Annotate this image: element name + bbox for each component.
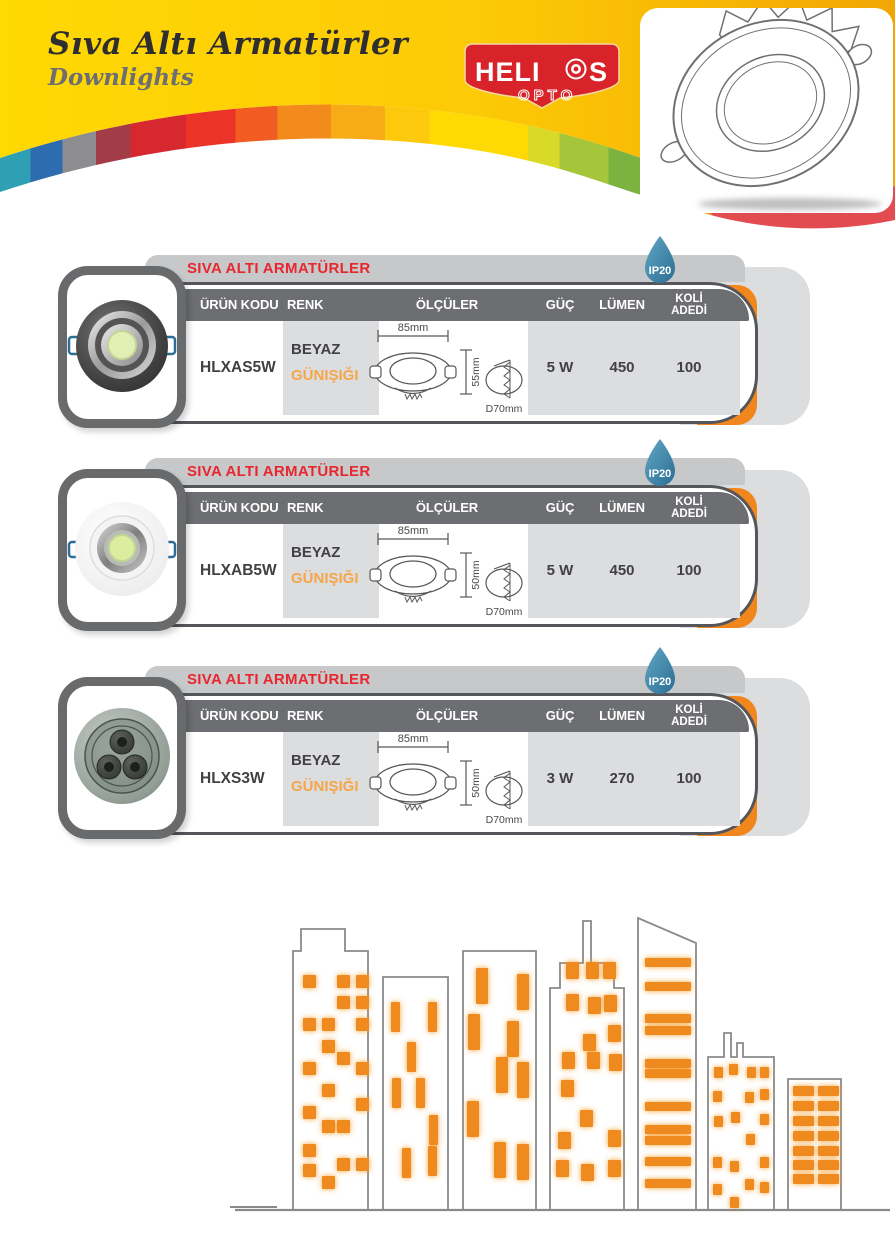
height-dimension-label: 55mm	[470, 357, 482, 387]
lit-window	[645, 1026, 691, 1035]
building-3	[463, 951, 536, 1210]
power-value: 5 W	[546, 562, 574, 579]
lit-window	[818, 1131, 839, 1141]
box-qty-value: 100	[676, 359, 702, 376]
product-card-HLXS3W	[0, 666, 895, 848]
lit-window	[356, 996, 369, 1009]
lit-window	[645, 1157, 691, 1166]
lit-window	[760, 1067, 769, 1078]
dimension-diagram	[363, 320, 533, 418]
lit-window	[793, 1131, 814, 1141]
lit-window	[356, 975, 369, 988]
lit-window	[337, 1158, 350, 1171]
product-card-HLXAS5W	[0, 255, 895, 437]
dimension-diagram	[363, 523, 533, 621]
lit-window	[507, 1021, 519, 1057]
lit-window	[467, 1101, 479, 1137]
column-header-color: RENK	[287, 297, 324, 312]
lit-window	[588, 997, 601, 1014]
lit-window	[645, 1125, 691, 1134]
ip-rating-text: IP20	[648, 265, 672, 277]
lit-window	[793, 1101, 814, 1111]
white-downlight-photo	[67, 480, 177, 620]
lit-window	[402, 1148, 411, 1178]
lumen-value: 450	[609, 359, 635, 376]
lit-window	[818, 1086, 839, 1096]
building-1	[293, 929, 369, 1210]
box-qty-value: 100	[676, 770, 702, 787]
lit-window	[556, 1160, 569, 1177]
page-subtitle: Downlights	[48, 64, 194, 91]
lit-window	[608, 1025, 621, 1042]
lit-window	[818, 1101, 839, 1111]
lit-window	[609, 1054, 622, 1071]
logo-text-s: S	[589, 57, 608, 87]
lit-window	[303, 1106, 316, 1119]
lit-window	[713, 1157, 722, 1168]
logo-text-opto: OPTO	[518, 87, 577, 104]
lit-window	[603, 962, 616, 979]
lit-window	[356, 1062, 369, 1075]
column-header-color: RENK	[287, 708, 324, 723]
lit-window	[429, 1115, 438, 1145]
section-title: SIVA ALTI ARMATÜRLER	[187, 260, 371, 277]
lit-window	[303, 1062, 316, 1075]
lit-window	[303, 1018, 316, 1031]
dimension-diagram	[363, 731, 533, 829]
lit-window	[392, 1078, 401, 1108]
lit-window	[818, 1146, 839, 1156]
lit-window	[496, 1057, 508, 1093]
lit-window	[745, 1179, 754, 1190]
spec-table	[120, 693, 758, 835]
column-header-box-qty: KOLİ ADEDİ	[671, 704, 707, 728]
lit-window	[818, 1116, 839, 1126]
product-photo-frame	[58, 266, 186, 428]
lit-window	[645, 1069, 691, 1078]
ip-rating-badge	[640, 234, 680, 295]
lit-window	[760, 1182, 769, 1193]
ip-rating-text: IP20	[648, 468, 672, 480]
lit-window	[322, 1084, 335, 1097]
lit-window	[730, 1161, 739, 1172]
lit-window	[517, 974, 529, 1010]
lit-window	[714, 1116, 723, 1127]
lit-window	[561, 1080, 574, 1097]
lit-window	[645, 958, 691, 967]
column-header-power: GÜÇ	[545, 297, 575, 312]
section-title: SIVA ALTI ARMATÜRLER	[187, 671, 371, 688]
lit-window	[818, 1174, 839, 1184]
lit-window	[337, 1120, 350, 1133]
building-4	[550, 921, 624, 1210]
building-7	[788, 1079, 841, 1210]
column-header-lumen: LÜMEN	[599, 500, 645, 515]
lit-window	[608, 1160, 621, 1177]
lit-window	[581, 1164, 594, 1181]
lit-window	[645, 1102, 691, 1111]
lit-window	[517, 1062, 529, 1098]
lit-window	[729, 1064, 738, 1075]
lit-window	[760, 1157, 769, 1168]
lit-window	[714, 1067, 723, 1078]
lit-window	[517, 1144, 529, 1180]
lit-window	[562, 1052, 575, 1069]
lit-window	[476, 968, 488, 1004]
lit-window	[356, 1098, 369, 1111]
lit-window	[587, 1052, 600, 1069]
column-header-dims: ÖLÇÜLER	[415, 297, 479, 312]
product-card-HLXAB5W	[0, 458, 895, 640]
lit-window	[608, 1130, 621, 1147]
width-dimension-label: 85mm	[397, 733, 429, 745]
lit-window	[322, 1018, 335, 1031]
ip-rating-badge	[640, 645, 680, 706]
lit-window	[793, 1174, 814, 1184]
lit-window	[583, 1034, 596, 1051]
lit-window	[391, 1002, 400, 1032]
lit-window	[322, 1040, 335, 1053]
column-header-power: GÜÇ	[545, 500, 575, 515]
column-header-color: RENK	[287, 500, 324, 515]
column-header-code: ÜRÜN KODU	[200, 500, 279, 515]
lit-window	[645, 1179, 691, 1188]
lit-window	[747, 1067, 756, 1078]
lit-window	[760, 1114, 769, 1125]
color-option-daylight: GÜNIŞIĞI	[291, 778, 359, 795]
building-6	[708, 1033, 774, 1210]
lit-window	[356, 1158, 369, 1171]
spec-table	[120, 282, 758, 424]
building-5	[638, 918, 696, 1210]
box-qty-value: 100	[676, 562, 702, 579]
lit-window	[407, 1042, 416, 1072]
lit-window	[818, 1160, 839, 1170]
lit-window	[303, 975, 316, 988]
lit-window	[645, 1136, 691, 1145]
color-option-daylight: GÜNIŞIĞI	[291, 367, 359, 384]
lit-window	[731, 1112, 740, 1123]
spec-table	[120, 485, 758, 627]
lit-window	[746, 1134, 755, 1145]
diameter-dimension-label: D70mm	[485, 403, 523, 415]
lit-window	[793, 1116, 814, 1126]
lit-window	[580, 1110, 593, 1127]
lit-window	[713, 1184, 722, 1195]
lit-window	[645, 1059, 691, 1068]
product-photo-frame	[58, 677, 186, 839]
lit-window	[322, 1176, 335, 1189]
column-header-box-qty: KOLİ ADEDİ	[671, 496, 707, 520]
width-dimension-label: 85mm	[397, 525, 429, 537]
lit-window	[566, 994, 579, 1011]
lit-window	[337, 996, 350, 1009]
lit-window	[566, 962, 579, 979]
column-header-dims: ÖLÇÜLER	[415, 500, 479, 515]
lit-window	[468, 1014, 480, 1050]
lit-window	[793, 1160, 814, 1170]
lit-window	[303, 1164, 316, 1177]
logo-text-heli: HELI	[475, 57, 541, 87]
lit-window	[337, 1052, 350, 1065]
product-code: HLXS3W	[200, 770, 265, 787]
diameter-dimension-label: D70mm	[485, 814, 523, 826]
lit-window	[730, 1197, 739, 1208]
lit-window	[303, 1144, 316, 1157]
height-dimension-label: 50mm	[470, 768, 482, 798]
color-option-white: BEYAZ	[291, 752, 341, 769]
lit-window	[558, 1132, 571, 1149]
lit-window	[645, 1014, 691, 1023]
color-option-white: BEYAZ	[291, 341, 341, 358]
lit-window	[586, 962, 599, 979]
section-title: SIVA ALTI ARMATÜRLER	[187, 463, 371, 480]
column-header-dims: ÖLÇÜLER	[415, 708, 479, 723]
lit-window	[337, 975, 350, 988]
lit-window	[428, 1146, 437, 1176]
product-code: HLXAB5W	[200, 562, 277, 579]
chrome-downlight-photo	[67, 277, 177, 417]
lit-window	[428, 1002, 437, 1032]
lit-window	[356, 1018, 369, 1031]
lumen-value: 450	[609, 562, 635, 579]
color-option-white: BEYAZ	[291, 544, 341, 561]
color-option-daylight: GÜNIŞIĞI	[291, 570, 359, 587]
lit-window	[416, 1078, 425, 1108]
column-header-code: ÜRÜN KODU	[200, 297, 279, 312]
lit-window	[713, 1091, 722, 1102]
lit-window	[322, 1120, 335, 1133]
ip-rating-text: IP20	[648, 676, 672, 688]
lit-window	[604, 995, 617, 1012]
lit-window	[793, 1146, 814, 1156]
ip-rating-badge	[640, 437, 680, 498]
lit-window	[745, 1092, 754, 1103]
diameter-dimension-label: D70mm	[485, 606, 523, 618]
column-header-lumen: LÜMEN	[599, 708, 645, 723]
building-2	[383, 977, 448, 1210]
column-header-lumen: LÜMEN	[599, 297, 645, 312]
lit-window	[494, 1142, 506, 1178]
lit-window	[793, 1086, 814, 1096]
page-title: Sıva Altı Armatürler	[48, 26, 409, 62]
height-dimension-label: 50mm	[470, 560, 482, 590]
product-photo-frame	[58, 469, 186, 631]
lit-window	[760, 1089, 769, 1100]
power-value: 3 W	[546, 770, 574, 787]
column-header-power: GÜÇ	[545, 708, 575, 723]
power-value: 5 W	[546, 359, 574, 376]
lumen-value: 270	[609, 770, 635, 787]
product-code: HLXAS5W	[200, 359, 276, 376]
triple-led-spot-photo	[67, 688, 177, 828]
width-dimension-label: 85mm	[397, 322, 429, 334]
column-header-code: ÜRÜN KODU	[200, 708, 279, 723]
lit-window	[645, 982, 691, 991]
column-header-box-qty: KOLİ ADEDİ	[671, 293, 707, 317]
